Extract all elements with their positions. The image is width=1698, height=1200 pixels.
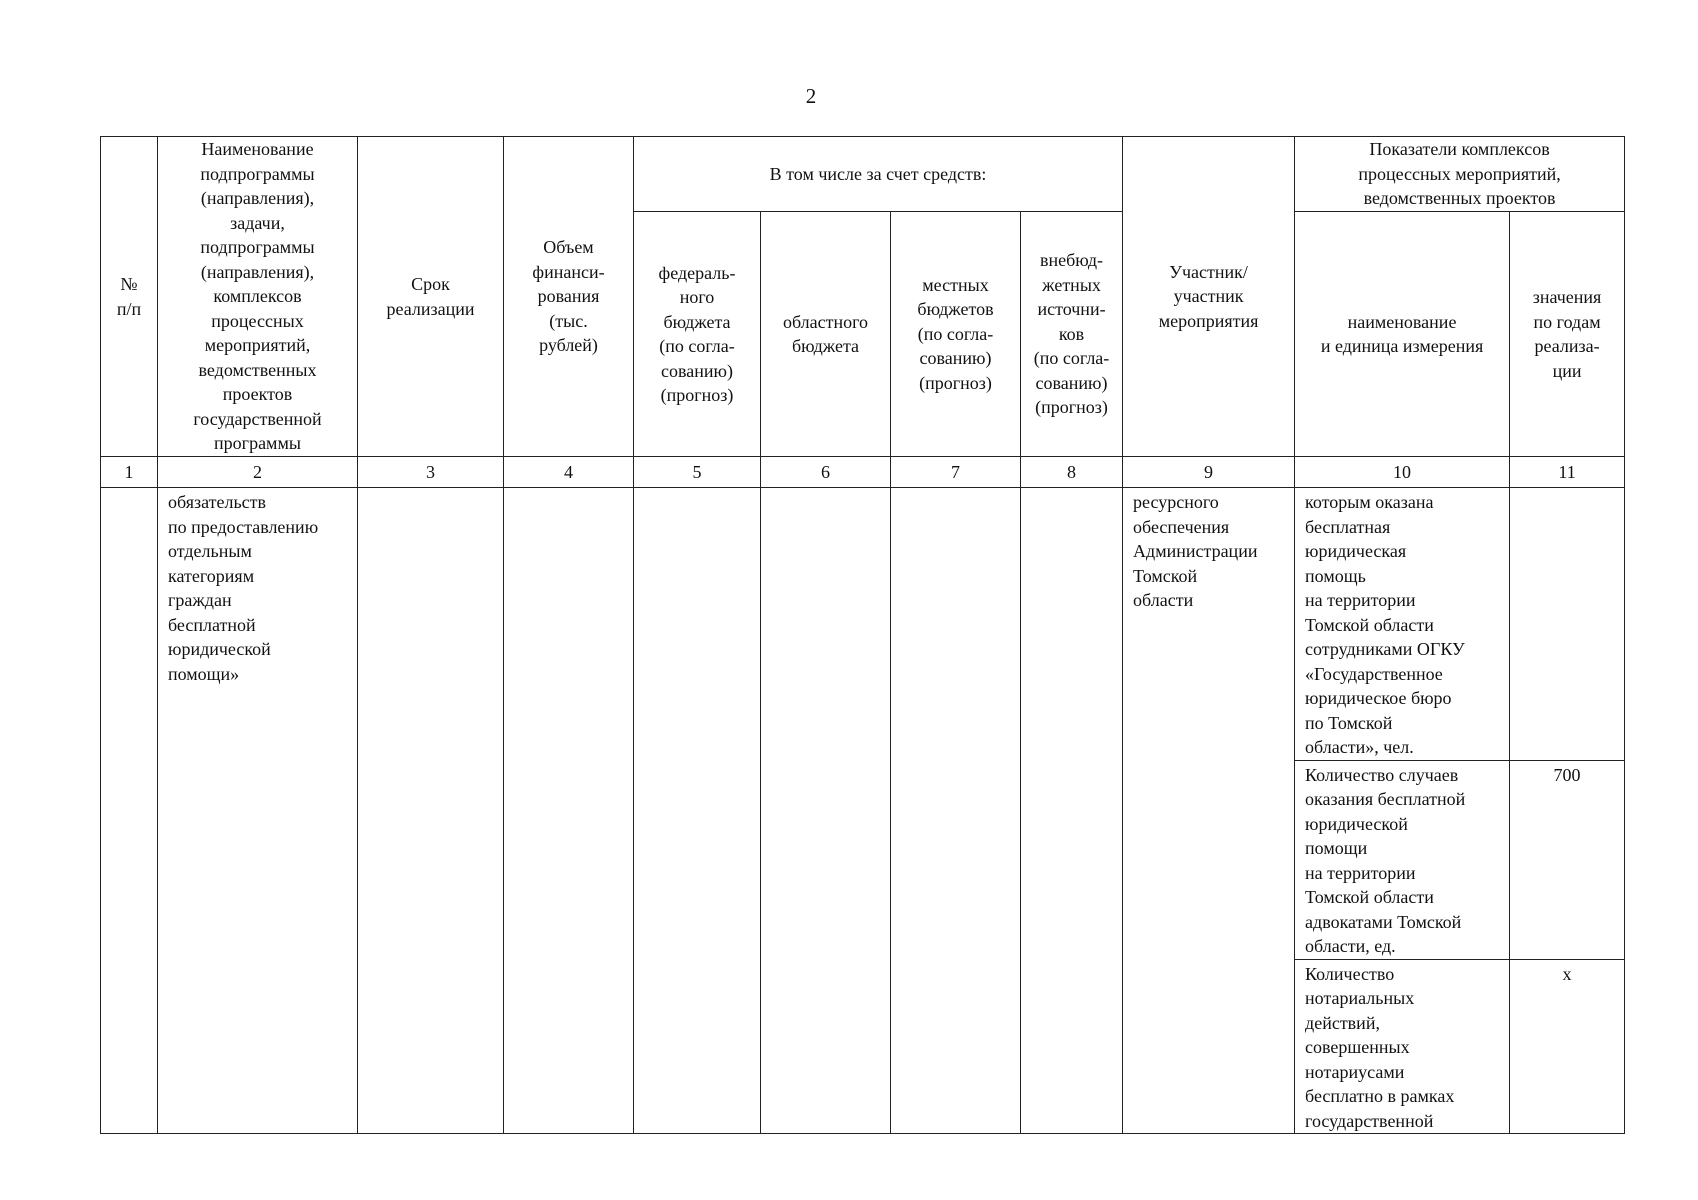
column-number: 1 xyxy=(101,457,158,488)
indicator-name: Количество случаев оказания бесплатной юридической помощи на территории Томской области адвокатами Томской области, ед. xyxy=(1295,760,1510,959)
cell-col-5 xyxy=(634,488,761,1134)
header-col-10: наименование и единица измерения xyxy=(1295,212,1510,457)
indicator-name: которым оказана бесплатная юридическая помощь на территории Томской области сотрудниками ОГКУ «Государственное юридическое бюро по Томской области», чел. xyxy=(1295,488,1510,761)
column-number: 9 xyxy=(1123,457,1295,488)
header-funding-group: В том числе за счет средств: xyxy=(634,137,1123,212)
indicator-value: 700 xyxy=(1510,760,1625,959)
header-col-1: № п/п xyxy=(101,137,158,457)
header-col-9: Участник/ участник мероприятия xyxy=(1123,137,1295,457)
column-number: 7 xyxy=(891,457,1021,488)
column-number: 3 xyxy=(358,457,504,488)
indicator-value: х xyxy=(1510,959,1625,1134)
cell-col-3 xyxy=(358,488,504,1134)
column-number: 8 xyxy=(1021,457,1123,488)
header-col-4: Объем финанси- рования (тыс. рублей) xyxy=(504,137,634,457)
measure-name-cell: обязательств по предоставлению отдельным категориям граждан бесплатной юридической помощи» xyxy=(158,488,358,1134)
cell-col-8 xyxy=(1021,488,1123,1134)
page-number: 2 xyxy=(805,84,817,108)
indicator-name: Количество нотариальных действий, совершенных нотариусами бесплатно в рамках государственной xyxy=(1295,959,1510,1134)
header-indicators-group: Показатели комплексов процессных мероприятий, ведомственных проектов xyxy=(1295,137,1625,212)
column-number: 6 xyxy=(761,457,891,488)
header-col-2: Наименование подпрограммы (направления), задачи, подпрограммы (направления), комплексов процессных мероприятий, ведомственных проектов государственной программы xyxy=(158,137,358,457)
table-row xyxy=(101,488,1625,761)
header-row-1 xyxy=(101,137,1625,212)
column-number: 5 xyxy=(634,457,761,488)
header-col-5: федераль- ного бюджета (по согла- сованию) (прогноз) xyxy=(634,212,761,457)
column-number: 4 xyxy=(504,457,634,488)
column-number: 2 xyxy=(158,457,358,488)
header-col-11: значения по годам реализа- ции xyxy=(1510,212,1625,457)
header-col-8: внебюд- жетных источни- ков (по согла- сованию) (прогноз) xyxy=(1021,212,1123,457)
header-col-3: Срок реализации xyxy=(358,137,504,457)
header-col-6: областного бюджета xyxy=(761,212,891,457)
column-number: 11 xyxy=(1510,457,1625,488)
indicator-value xyxy=(1510,488,1625,761)
cell-col-7 xyxy=(891,488,1021,1134)
column-number: 10 xyxy=(1295,457,1510,488)
participant-cell: ресурсного обеспечения Администрации Томской области xyxy=(1123,488,1295,1134)
cell-col-1 xyxy=(101,488,158,1134)
program-table xyxy=(100,136,1625,1134)
cell-col-6 xyxy=(761,488,891,1134)
column-number-row xyxy=(101,457,1625,488)
cell-col-4 xyxy=(504,488,634,1134)
header-col-7: местных бюджетов (по согла- сованию) (прогноз) xyxy=(891,212,1021,457)
